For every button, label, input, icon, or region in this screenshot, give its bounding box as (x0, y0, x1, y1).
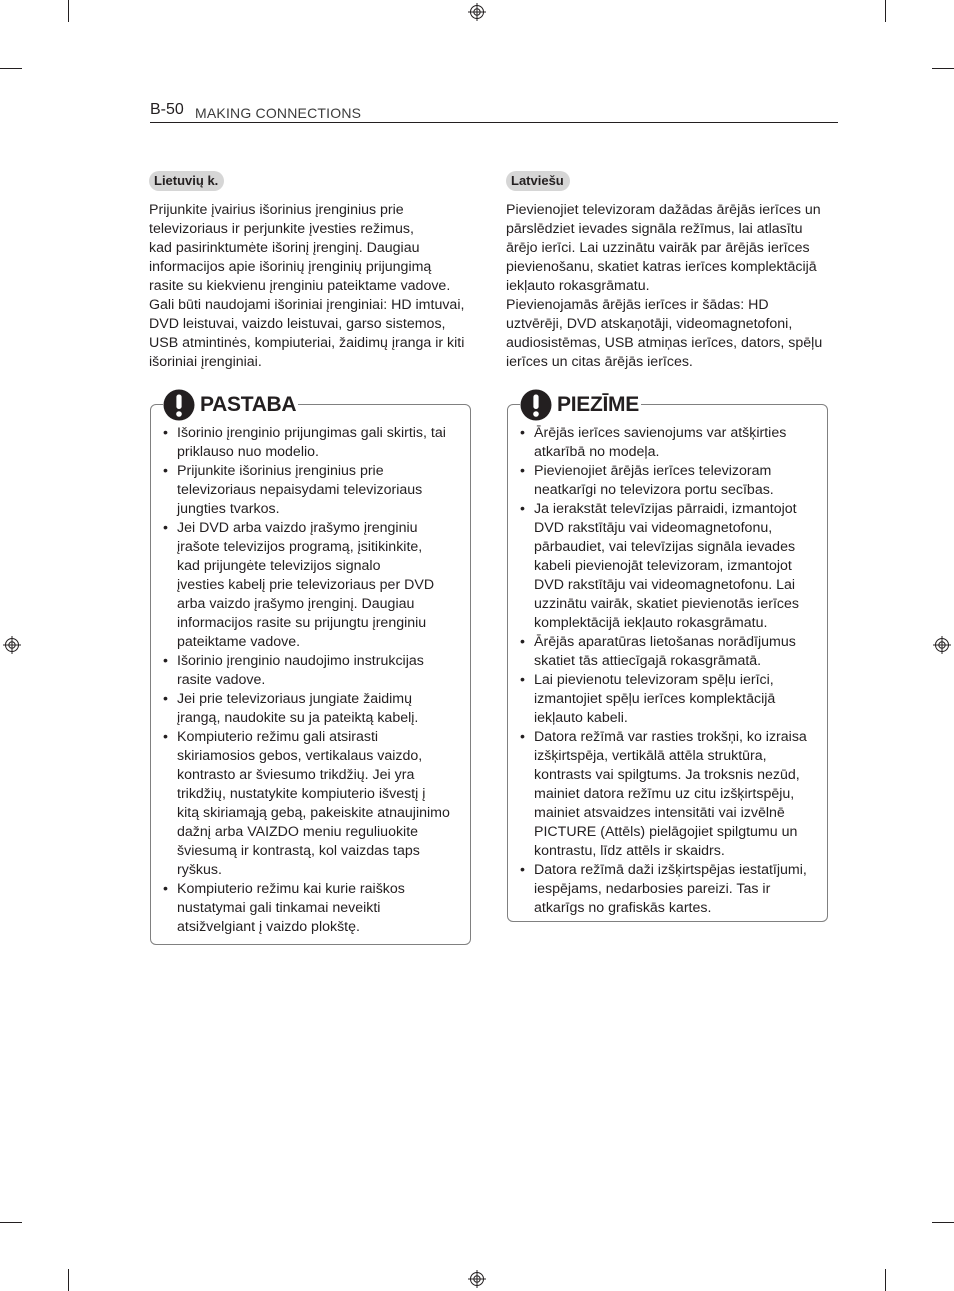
list-item: • Lai pievienotu televizoram spēļu ierīci, izmantojiet spēļu ierīces komplektācijā iekļauto kabeli. (520, 671, 820, 728)
list-item: • Datora režīmā daži izšķirtspējas iestatījumi, iespējams, nedarbosies pareizi. Tas ir atkarīgs no grafiskās kartes. (520, 861, 820, 918)
list-item: • Datora režīmā var rasties trokšņi, ko izraisa izšķirtspēja, vertikālā attēla struktūra, kontrasts vai spilgtums. Ja troksnis nezūd, mainiet datora režīmu uz citu izšķirtspēju, mainiet atsvaidzes intensitāti vai izvēlnē PICTURE (Attēls) pielāgojiet spilgtumu un kontrastu, līdz attēls ir skaidrs. (520, 728, 820, 861)
list-item: • Išorinio įrenginio naudojimo instrukcijas rasite vadove. (163, 652, 463, 690)
list-item: • Kompiuterio režimu kai kurie raiškos nustatymai gali tinkamai neveikti atsižvelgiant į vaizdo plokštę. (163, 880, 463, 937)
crop-mark (68, 0, 69, 22)
list-item: • Ja ierakstāt televīzijas pārraidi, izmantojot DVD rakstītāju vai videomagnetofonu, pārbaudiet, vai televīzijas signāla ievades kabeli pievienojāt televizoram, izmantojot DVD rakstītāju vai videomagnetofonu. Lai uzzinātu vairāk, skatiet pievienotās ierīces komplektācijā iekļauto rokasgrāmatu. (520, 500, 820, 633)
page-header (150, 100, 838, 123)
note-title: PASTABA (200, 393, 297, 416)
note-title: PIEZĪME (557, 393, 639, 416)
registration-mark-icon (468, 1270, 486, 1288)
list-item: • Ārējās ierīces savienojums var atšķirties atkarībā no modeļa. (520, 424, 820, 462)
list-item: • Kompiuterio režimu gali atsirasti skiriamosios gebos, vertikalaus vaizdo, kontrasto ar šviesumo trikdžių. Jei yra trikdžių, nustatykite kompiuterio išvestį į kitą skiriamąją gebą, pakeiskite atnaujinimo dažnį arba VAIZDO meniu reguliuokite šviesumą ir kontrastą, kol vaizdas taps ryškus. (163, 728, 463, 880)
registration-mark-icon (933, 636, 951, 654)
crop-mark (0, 68, 22, 69)
crop-mark (885, 0, 886, 22)
crop-mark (932, 68, 954, 69)
language-badge: Latviešu (506, 171, 570, 191)
crop-mark (932, 1222, 954, 1223)
column-lithuanian (149, 171, 471, 372)
language-badge: Lietuvių k. (149, 171, 224, 191)
crop-mark (68, 1269, 69, 1291)
note-list (163, 424, 463, 937)
exclamation-icon (163, 389, 195, 421)
registration-mark-icon (3, 636, 21, 654)
exclamation-icon (520, 389, 552, 421)
note-header (163, 389, 298, 421)
section-title: MAKING CONNECTIONS (195, 105, 362, 121)
note-list (520, 424, 820, 918)
list-item: • Jei DVD arba vaizdo įrašymo įrenginiu įrašote televizijos programą, įsitikinkite, kad prijungėte televizijos signalo įvesties kabelį prie televizoriaus per DVD arba vaizdo įrašymo įrenginį. Daugiau informacijos rasite su prijungtu įrenginiu pateiktame vadove. (163, 519, 463, 652)
list-item: • Ārējās aparatūras lietošanas norādījumus skatiet tās attiecīgajā rokasgrāmatā. (520, 633, 820, 671)
intro-paragraph: Prijunkite įvairius išorinius įrenginius prie televizoriaus ir perjunkite įvesties režimus, kad pasirinktumėte išorinį įrenginį. Daugiau informacijos apie išorinių įrenginių prijungimą rasite su kiekvienu įrenginiu pateiktame vadove. Gali būti naudojami išoriniai įrenginiai: HD imtuvai, DVD leistuvai, vaizdo leistuvai, garso sistemos, USB atmintinės, kompiuteriai, žaidimų įranga ir kiti išoriniai įrenginiai. (149, 202, 465, 370)
list-item: • Išorinio įrenginio prijungimas gali skirtis, tai priklauso nuo modelio. (163, 424, 463, 462)
crop-mark (0, 1222, 22, 1223)
note-header (520, 389, 641, 421)
list-item: • Jei prie televizoriaus jungiate žaidimų įrangą, naudokite su ja pateiktą kabelį. (163, 690, 463, 728)
column-latvian (506, 171, 828, 372)
note-box-lithuanian (150, 393, 471, 945)
intro-paragraph: Pievienojiet televizoram dažādas ārējās ierīces un pārslēdziet ievades signāla režīmus, lai atlasītu ārējo ierīci. Lai uzzinātu vairāk par ārējās ierīces pievienošanu, skatiet katras ierīces komplektācijā iekļauto rokasgrāmatu. Pievienojamās ārējās ierīces ir šādas: HD uztvērēji, DVD atskaņotāji, videomagnetofoni, audiosistēmas, USB atmiņas ierīces, dators, spēļu ierīces un citas ārējās ierīces. (506, 202, 823, 370)
crop-mark (885, 1269, 886, 1291)
page-number: B-50 (150, 101, 184, 118)
list-item: • Prijunkite išorinius įrenginius prie televizoriaus nepaisydami televizoriaus jungties tvarkos. (163, 462, 463, 519)
registration-mark-icon (468, 3, 486, 21)
list-item: • Pievienojiet ārējās ierīces televizoram neatkarīgi no televizora portu secības. (520, 462, 820, 500)
note-box-latvian (507, 393, 828, 922)
